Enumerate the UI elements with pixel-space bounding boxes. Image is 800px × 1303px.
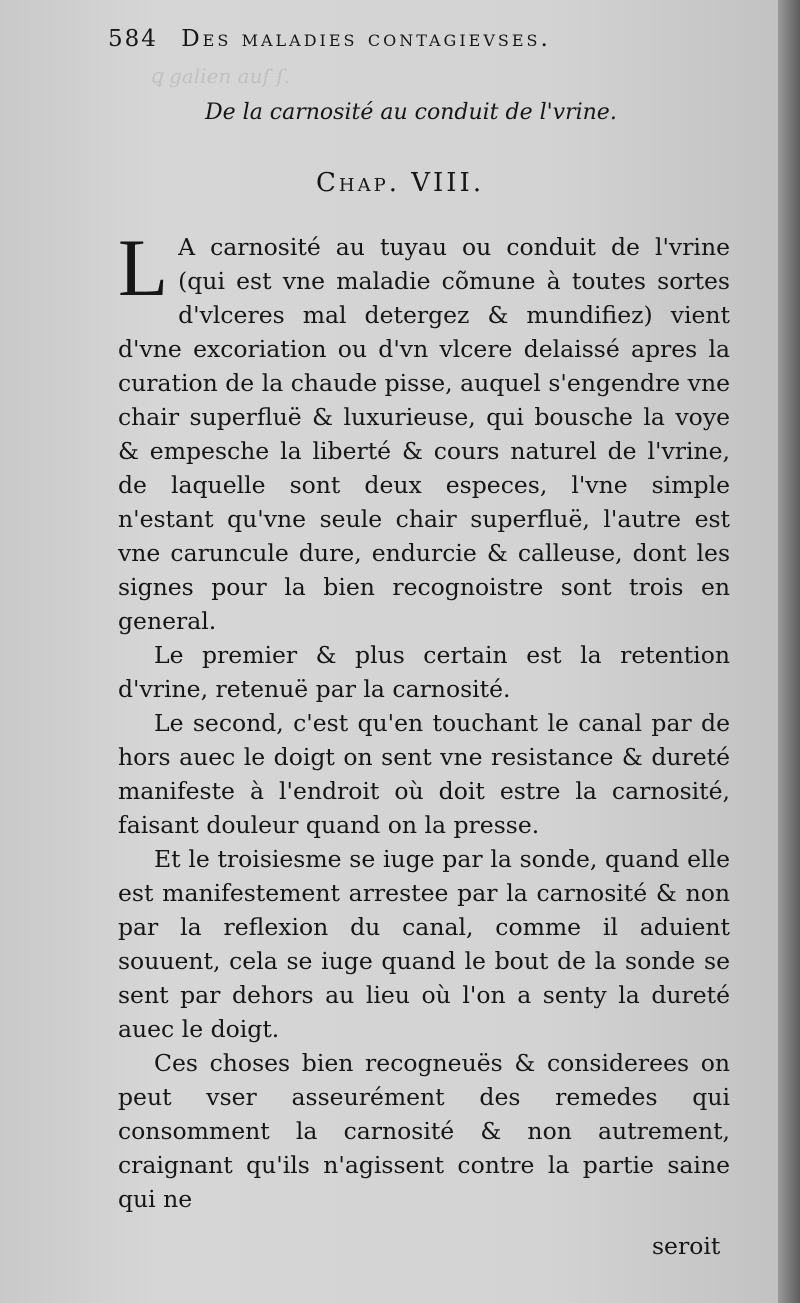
paragraph-1-text: A carnosité au tuyau ou conduit de l'vrine (qui est vne maladie cõmune à toutes sortes d'vlceres mal detergez & mundifiez) vient d'vne excoriation ou d'vn vlcere delaissé apres la curation de la chaude pisse, auquel s'engendre vne chair superfluë & luxurieuse, qui bousche la voye & empesche la liberté & cours naturel de l'vrine, de laquelle sont deux especes, l'vne simple n'estant qu'vne seule chair superfluë, l'autre est vne caruncule dure, endurcie & calleuse, dont les signes pour la bien recognoistre sont trois en general. [118,233,730,635]
catchword: seroit [652,1232,721,1260]
show-through-text: ꝗ galien auſ ſ. [150,64,290,88]
section-title: De la carnosité au conduit de l'vrine. [205,100,617,125]
drop-cap: L [118,222,169,313]
chapter-heading: Chap. VIII. [316,168,485,198]
paragraph-1 [118,222,730,638]
paragraph-3: Le second, c'est qu'en touchant le canal par de hors auec le doigt on sent vne resistance & dureté manifeste à l'endroit où doit estre la carnosité, faisant douleur quand on la presse. [118,709,730,839]
paragraph-4: Et le troisiesme se iuge par la sonde, quand elle est manifestement arrestee par la carnosité & non par la reflexion du canal, comme il aduient souuent, cela se iuge quand le bout de la sonde se sent par dehors au lieu où l'on a senty la dureté auec le doigt. [118,845,730,1043]
running-title: Des maladies contagievses. [181,26,551,52]
paragraph-2: Le premier & plus certain est la retention d'vrine, retenuë par la carnosité. [118,641,730,703]
paragraph-5: Ces choses bien recogneuës & considerees on peut vser asseurément des remedes qui consomment la carnosité & non autrement, craignant qu'ils n'agissent contre la partie saine qui ne [118,1049,730,1213]
running-header [108,26,668,52]
page-edge-shadow [778,0,800,1303]
page-number: 584 [108,26,158,52]
body-text [118,222,730,1216]
